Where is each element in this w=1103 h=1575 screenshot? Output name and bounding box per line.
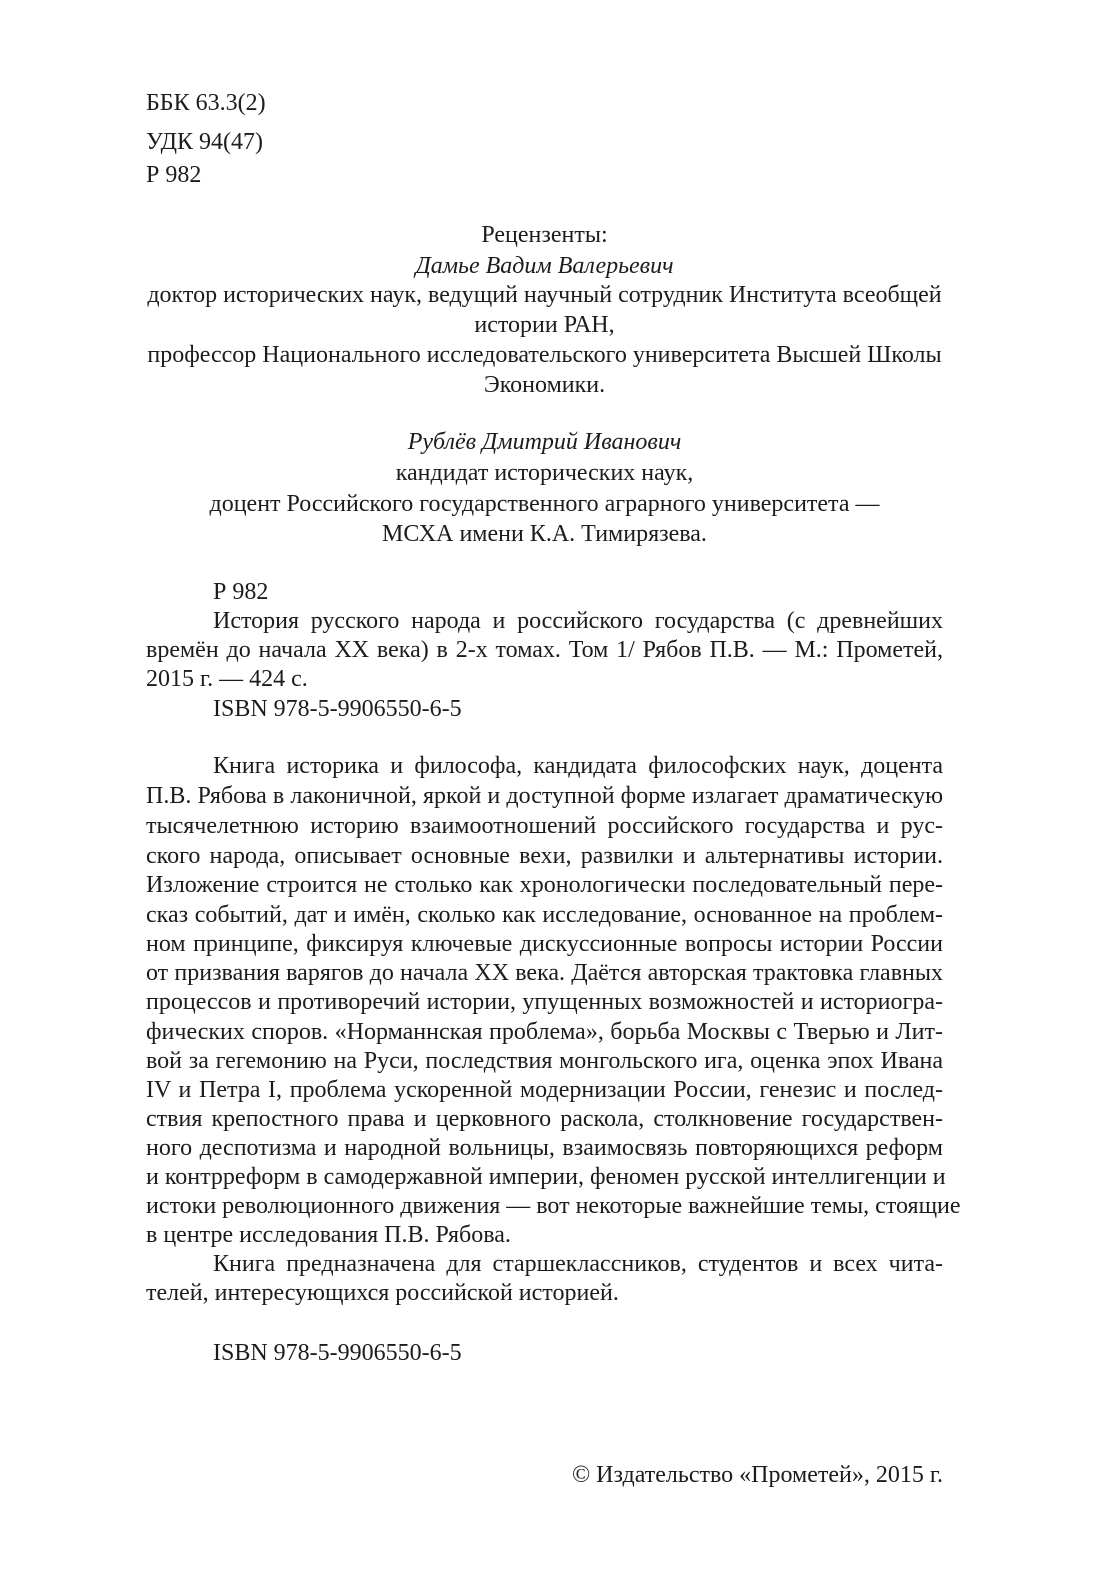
abstract-line: от призвания варягов до начала XX века. Даётся авторская трактовка главных	[146, 960, 943, 986]
bibliography-line: История русского народа и российского государства (с древнейших	[213, 608, 943, 634]
abstract-line: IV и Петра I, проблема ускоренной модернизации России, генезис и послед-	[146, 1077, 943, 1103]
abstract-line: П.В. Рябова в лаконичной, яркой и доступной форме излагает драматическую	[146, 783, 943, 809]
abstract-line: и контрреформ в самодержавной империи, феномен русской интеллигенции и	[146, 1164, 946, 1190]
abstract-line: фических споров. «Норманнская проблема», борьба Москвы с Тверью и Лит-	[146, 1019, 943, 1045]
abstract-line: ствия крепостного права и церковного раскола, столкновение государствен-	[146, 1106, 943, 1132]
bibliography-isbn: ISBN 978-5-9906550-6-5	[213, 696, 462, 722]
abstract-line: процессов и противоречий истории, упущенных возможностей и историогра-	[146, 989, 943, 1015]
reviewers-heading: Рецензенты:	[481, 222, 608, 248]
reviewer-1-line: профессор Национального исследовательского университета Высшей Школы	[147, 342, 942, 368]
abstract-line: ского народа, описывает основные вехи, развилки и альтернативы истории.	[146, 843, 943, 869]
abstract-line: телей, интересующихся российской историей.	[146, 1280, 619, 1306]
abstract-line: Книга предназначена для старшеклассников, студентов и всех чита-	[213, 1251, 943, 1277]
abstract-line: сказ событий, дат и имён, сколько как исследование, основанное на проблем-	[146, 902, 943, 928]
bibliography-line: 2015 г. — 424 с.	[146, 666, 308, 692]
reviewer-2-name: Рублёв Дмитрий Иванович	[407, 429, 682, 455]
reviewer-2-line: МСХА имени К.А. Тимирязева.	[382, 521, 707, 547]
author-sign: Р 982	[146, 162, 202, 188]
bbk-code: ББК 63.3(2)	[146, 90, 266, 116]
reviewer-1-line: Экономики.	[483, 372, 606, 398]
footer-isbn: ISBN 978-5-9906550-6-5	[213, 1340, 462, 1366]
abstract-line: Изложение строится не столько как хронологически последовательный пере-	[146, 872, 943, 898]
reviewer-1-name: Дамье Вадим Валерьевич	[415, 253, 674, 279]
bibliography-sign: Р 982	[213, 579, 269, 605]
udk-code: УДК 94(47)	[146, 129, 263, 155]
abstract-line: вой за гегемонию на Руси, последствия монгольского ига, оценка эпох Ивана	[146, 1048, 943, 1074]
reviewer-2-line: кандидат исторических наук,	[395, 460, 694, 486]
abstract-line: ном принципе, фиксируя ключевые дискуссионные вопросы истории России	[146, 931, 943, 957]
reviewer-2-line: доцент Российского государственного аграрного университета —	[209, 491, 880, 517]
abstract-line: истоки революционного движения — вот некоторые важнейшие темы, стоящие	[146, 1193, 961, 1219]
reviewer-1-line: доктор исторических наук, ведущий научный сотрудник Института всеобщей	[147, 282, 942, 308]
copyright-notice: © Издательство «Прометей», 2015 г.	[571, 1462, 943, 1488]
bibliography-line: времён до начала XX века) в 2-х томах. Том 1/ Рябов П.В. — М.: Прометей,	[146, 637, 943, 663]
reviewer-1-line: истории РАН,	[474, 312, 615, 338]
abstract-line: тысячелетнюю историю взаимоотношений российского государства и рус-	[146, 813, 943, 839]
abstract-line: ного деспотизма и народной вольницы, взаимосвязь повторяющихся реформ	[146, 1135, 943, 1161]
abstract-line: Книга историка и философа, кандидата философских наук, доцента	[213, 753, 943, 779]
abstract-line: в центре исследования П.В. Рябова.	[146, 1222, 511, 1248]
